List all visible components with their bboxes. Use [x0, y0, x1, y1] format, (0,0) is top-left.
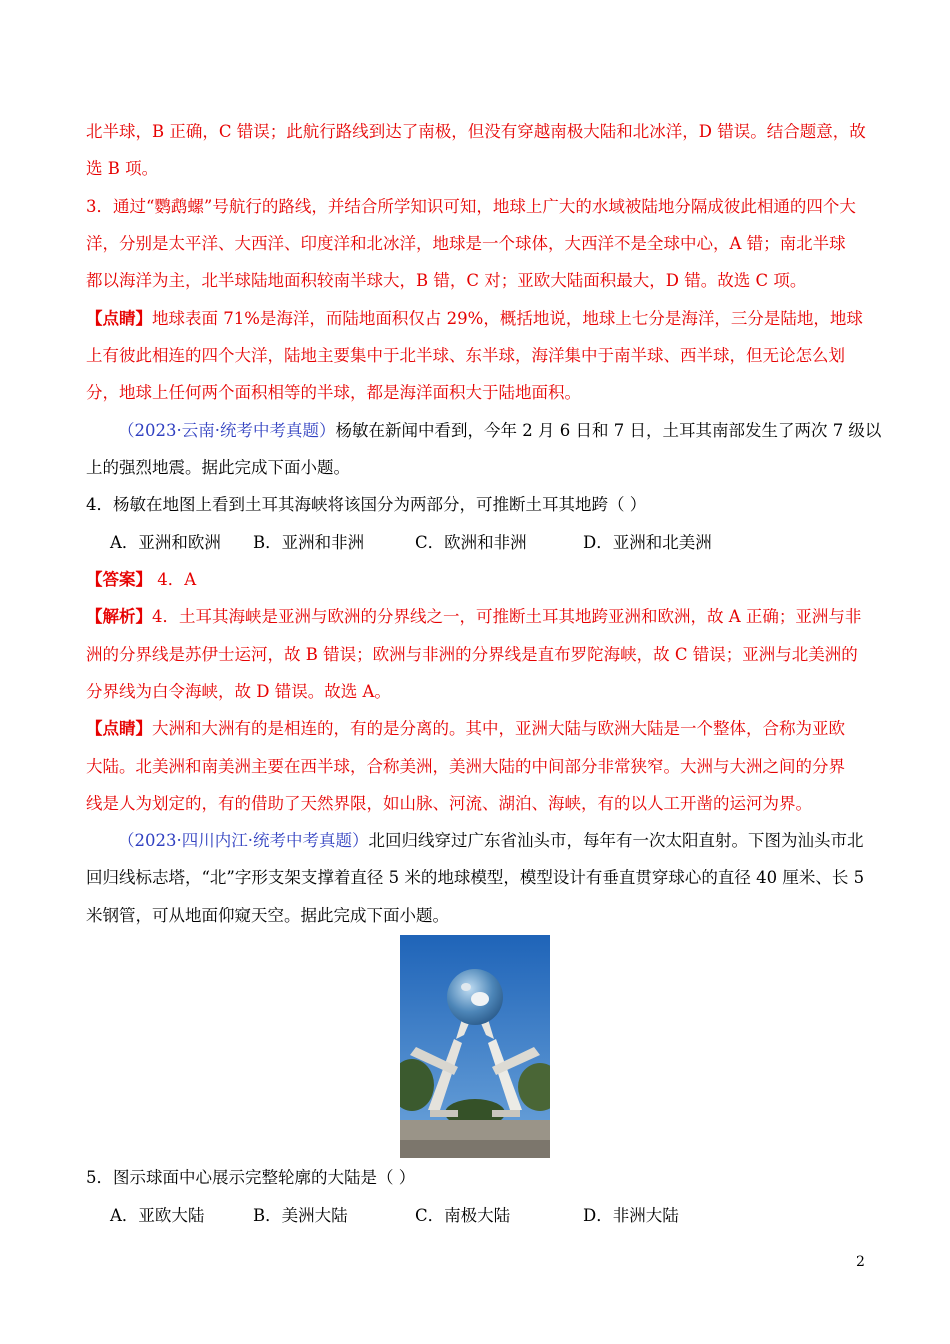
- intro-text: 北回归线穿过广东省汕头市，每年有一次太阳直射。下图为汕头市北: [368, 831, 864, 850]
- question-intro-line: [118, 420, 881, 442]
- q4-option-d: D．亚洲和北美洲: [583, 533, 712, 552]
- comment-line: [86, 718, 845, 740]
- comment-text: 地球表面 71%是海洋，而陆地面积仅占 29%，概括地说，地球上七分是海洋，三分是陆地，地球: [152, 309, 863, 328]
- answer-text: 4．A: [152, 570, 197, 589]
- analysis-line: [86, 606, 861, 628]
- text-line: 线是人为划定的，有的借助了天然界限，如山脉、河流、湖泊、海峡，有的以人工开凿的运河为界。: [86, 794, 812, 813]
- analysis-tag: 【解析】: [86, 607, 152, 626]
- comment-line: [86, 308, 863, 330]
- q4-option-c: C．欧洲和非洲: [415, 533, 527, 552]
- comment-tag: 【点睛】: [86, 309, 152, 328]
- question-5: 5．图示球面中心展示完整轮廓的大陆是（ ）: [86, 1168, 416, 1187]
- text-line: 北半球，B 正确，C 错误；此航行路线到达了南极，但没有穿越南极大陆和北冰洋，D 错误。结合题意，故: [86, 122, 866, 141]
- question-intro-line: [118, 830, 863, 852]
- intro-text: 杨敏在新闻中看到，今年 2 月 6 日和 7 日，土耳其南部发生了两次 7 级以: [335, 421, 882, 440]
- comment-text: 大洲和大洲有的是相连的，有的是分离的。其中，亚洲大陆与欧洲大陆是一个整体，合称为亚欧: [152, 719, 845, 738]
- q4-option-b: B．亚洲和非洲: [253, 533, 365, 552]
- source-label: （2023·四川内江·统考中考真题）: [118, 831, 369, 850]
- text-line: 3．通过“鹦鹉螺”号航行的路线，并结合所学知识可知，地球上广大的水域被陆地分隔成彼此相通的四个大: [86, 197, 856, 216]
- text-line: 洋，分别是太平洋、大西洋、印度洋和北冰洋，地球是一个球体，大西洋不是全球中心，A 错；南北半球: [86, 234, 846, 253]
- q5-option-b: B．美洲大陆: [253, 1206, 348, 1225]
- analysis-text: 4．土耳其海峡是亚洲与欧洲的分界线之一，可推断土耳其地跨亚洲和欧洲，故 A 正确；亚洲与非: [152, 607, 862, 626]
- q5-option-a: A．亚欧大陆: [110, 1206, 205, 1225]
- text-line: 上的强烈地震。据此完成下面小题。: [86, 458, 350, 477]
- monument-photo: [400, 935, 550, 1158]
- page-number: 2: [856, 1254, 865, 1270]
- source-label: （2023·云南·统考中考真题）: [118, 421, 336, 440]
- text-line: 洲的分界线是苏伊士运河，故 B 错误；欧洲与非洲的分界线是直布罗陀海峡，故 C 错误；亚洲与北美洲的: [86, 645, 858, 664]
- text-line: 大陆。北美洲和南美洲主要在西半球，合称美洲，美洲大陆的中间部分非常狭窄。大洲与大洲之间的分界: [86, 757, 845, 776]
- q4-option-a: A．亚洲和欧洲: [110, 533, 221, 552]
- text-line: 分，地球上任何两个面积相等的半球，都是海洋面积大于陆地面积。: [86, 383, 581, 402]
- text-line: 分界线为白令海峡，故 D 错误。故选 A。: [86, 682, 391, 701]
- q5-option-d: D．非洲大陆: [583, 1206, 679, 1225]
- q5-option-c: C．南极大陆: [415, 1206, 511, 1225]
- text-line: 都以海洋为主，北半球陆地面积较南半球大，B 错，C 对；亚欧大陆面积最大，D 错。故选 C 项。: [86, 271, 807, 290]
- answer-tag: 【答案】: [86, 570, 152, 589]
- text-line: 米钢管，可从地面仰窥天空。据此完成下面小题。: [86, 906, 449, 925]
- comment-tag: 【点睛】: [86, 719, 152, 738]
- text-line: 选 B 项。: [86, 159, 159, 178]
- question-4: 4．杨敏在地图上看到土耳其海峡将该国分为两部分，可推断土耳其地跨（ ）: [86, 495, 647, 514]
- text-line: 回归线标志塔，“北”字形支架支撑着直径 5 米的地球模型，模型设计有垂直贯穿球心的直径 40 厘米、长 5: [86, 868, 865, 887]
- text-line: 上有彼此相连的四个大洋，陆地主要集中于北半球、东半球，海洋集中于南半球、西半球，但无论怎么划: [86, 346, 845, 365]
- answer-line: [86, 569, 196, 591]
